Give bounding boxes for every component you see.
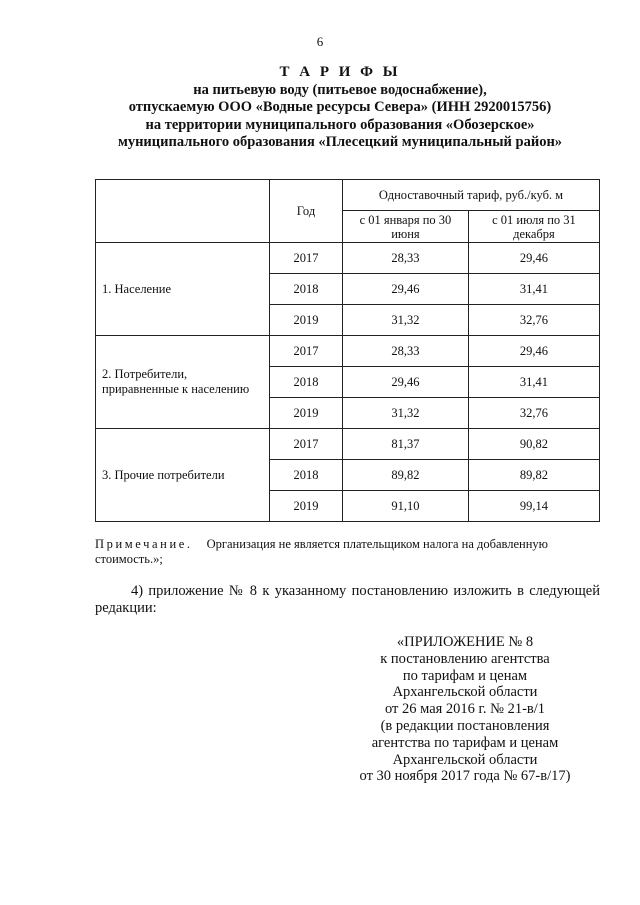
table-row: [96, 429, 600, 460]
appendix-line: агентства по тарифам и ценам: [371, 734, 559, 751]
year-cell: 2018: [270, 460, 343, 491]
table-row: [96, 243, 600, 274]
tariff-cell: 31,32: [343, 398, 469, 429]
tariff-cell: 99,14: [468, 491, 599, 522]
tariff-cell: 89,82: [468, 460, 599, 491]
appendix-line: Архангельской области: [392, 684, 538, 701]
year-cell: 2017: [270, 336, 343, 367]
category-cell: 3. Прочие потребители: [96, 429, 270, 522]
appendix-line: «ПРИЛОЖЕНИЕ № 8: [396, 634, 534, 650]
tariff-cell: 29,46: [343, 274, 469, 305]
tariff-cell: 32,76: [468, 305, 599, 336]
document-title: [60, 64, 620, 152]
title-line: муниципального образования «Плесецкий муниципальный район»: [117, 134, 563, 150]
header-category: [96, 180, 270, 243]
year-cell: 2019: [270, 398, 343, 429]
tariff-cell: 89,82: [343, 460, 469, 491]
header-period-2: с 01 июля по 31 декабря: [468, 211, 599, 243]
title-line: на питьевую воду (питьевое водоснабжение),: [193, 81, 487, 98]
note-text: Организация не является плательщиком налога на добавленную стоимость.»;: [95, 537, 549, 566]
appendix-line: Архангельской области: [392, 751, 538, 768]
appendix-heading: [330, 634, 600, 785]
tariff-table: [95, 179, 600, 522]
tariff-cell: 29,46: [468, 243, 599, 274]
tariff-cell: 29,46: [343, 367, 469, 398]
title-main: Т А Р И Ф Ы: [279, 64, 401, 80]
header-year: Год: [270, 180, 343, 243]
appendix-line: к постановлению агентства: [380, 650, 550, 667]
body-paragraph: 4) приложение № 8 к указанному постановлению изложить в следующей редакции:: [95, 583, 600, 616]
appendix-line: от 26 мая 2016 г. № 21-в/1: [384, 701, 546, 718]
year-cell: 2018: [270, 274, 343, 305]
title-line: отпускаемую ООО «Водные ресурсы Севера» (ИНН 2920015756): [128, 99, 552, 115]
tariff-cell: 31,41: [468, 274, 599, 305]
year-cell: 2017: [270, 243, 343, 274]
year-cell: 2019: [270, 491, 343, 522]
tariff-cell: 91,10: [343, 491, 469, 522]
page-number: 6: [316, 34, 324, 49]
appendix-line: от 30 ноября 2017 года № 67-в/17): [359, 768, 571, 785]
tariff-cell: 28,33: [343, 243, 469, 274]
table-row: [96, 336, 600, 367]
tariff-cell: 29,46: [468, 336, 599, 367]
note-label: Примечание.: [95, 537, 193, 551]
appendix-line: по тарифам и ценам: [402, 667, 528, 684]
tariff-cell: 90,82: [468, 429, 599, 460]
tariff-cell: 31,41: [468, 367, 599, 398]
tariff-cell: 28,33: [343, 336, 469, 367]
year-cell: 2019: [270, 305, 343, 336]
tariff-cell: 31,32: [343, 305, 469, 336]
year-cell: 2018: [270, 367, 343, 398]
title-line: на территории муниципального образования «Обозерское»: [145, 116, 535, 133]
category-cell: 2. Потребители, приравненные к населению: [96, 336, 270, 429]
tariff-cell: 32,76: [468, 398, 599, 429]
header-tariff: Одноставочный тариф, руб./куб. м: [343, 180, 600, 211]
header-period-1: с 01 января по 30 июня: [343, 211, 469, 243]
year-cell: 2017: [270, 429, 343, 460]
tariff-cell: 81,37: [343, 429, 469, 460]
table-note: [95, 537, 600, 567]
category-cell: 1. Население: [96, 243, 270, 336]
appendix-line: (в редакции постановления: [380, 717, 550, 734]
